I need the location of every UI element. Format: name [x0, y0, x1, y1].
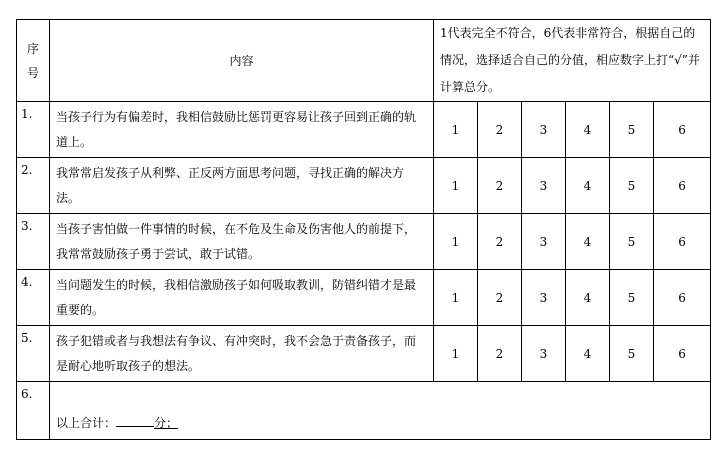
score-option-4[interactable]: 4: [566, 270, 610, 326]
total-row: [17, 382, 711, 440]
item-row: [17, 102, 711, 158]
header-content: 内容: [50, 20, 434, 102]
total-unit: 分；: [154, 416, 179, 430]
score-option-6[interactable]: 6: [654, 326, 711, 382]
score-option-1[interactable]: 1: [434, 158, 478, 214]
score-option-5[interactable]: 5: [610, 270, 654, 326]
score-option-3[interactable]: 3: [522, 326, 566, 382]
header-scale-note: 1代表完全不符合，6代表非常符合，根据自己的情况，选择适合自己的分值，相应数字上打“√”并计算总分。: [434, 20, 711, 102]
header-row: [17, 20, 711, 102]
item-row: [17, 214, 711, 270]
survey-sheet: [16, 19, 711, 440]
item-seq: 4.: [17, 270, 50, 326]
score-option-6[interactable]: 6: [654, 158, 711, 214]
score-option-2[interactable]: 2: [478, 326, 522, 382]
score-option-4[interactable]: 4: [566, 158, 610, 214]
header-seq-line2: 号: [26, 65, 39, 80]
score-option-3[interactable]: 3: [522, 270, 566, 326]
item-seq: 3.: [17, 214, 50, 270]
item-text: 当孩子害怕做一件事情的时候，在不危及生命及伤害他人的前提下，我常常鼓励孩子勇于尝试，敢于试错。: [50, 214, 434, 270]
score-option-1[interactable]: 1: [434, 102, 478, 158]
item-row: [17, 270, 711, 326]
total-seq: 6.: [17, 382, 50, 440]
score-option-1[interactable]: 1: [434, 214, 478, 270]
score-option-2[interactable]: 2: [478, 102, 522, 158]
score-option-4[interactable]: 4: [566, 326, 610, 382]
score-option-4[interactable]: 4: [566, 102, 610, 158]
score-option-6[interactable]: 6: [654, 214, 711, 270]
item-row: [17, 326, 711, 382]
header-seq: [17, 20, 50, 102]
survey-table: [16, 19, 711, 440]
score-option-2[interactable]: 2: [478, 158, 522, 214]
score-option-6[interactable]: 6: [654, 270, 711, 326]
total-label: 以上合计：: [56, 416, 117, 430]
score-option-1[interactable]: 1: [434, 326, 478, 382]
item-text: 孩子犯错或者与我想法有争议、有冲突时，我不会急于责备孩子，而是耐心地听取孩子的想法。: [50, 326, 434, 382]
item-text: 当孩子行为有偏差时，我相信鼓励比惩罚更容易让孩子回到正确的轨道上。: [50, 102, 434, 158]
score-option-3[interactable]: 3: [522, 102, 566, 158]
score-option-5[interactable]: 5: [610, 326, 654, 382]
total-blank-input[interactable]: [116, 412, 154, 427]
score-option-5[interactable]: 5: [610, 158, 654, 214]
score-option-4[interactable]: 4: [566, 214, 610, 270]
item-seq: 2.: [17, 158, 50, 214]
score-option-2[interactable]: 2: [478, 214, 522, 270]
score-option-2[interactable]: 2: [478, 270, 522, 326]
total-cell: [50, 382, 711, 440]
item-row: [17, 158, 711, 214]
item-seq: 1.: [17, 102, 50, 158]
header-seq-line1: 序: [26, 41, 39, 56]
score-option-3[interactable]: 3: [522, 214, 566, 270]
score-option-5[interactable]: 5: [610, 214, 654, 270]
score-option-1[interactable]: 1: [434, 270, 478, 326]
score-option-5[interactable]: 5: [610, 102, 654, 158]
score-option-6[interactable]: 6: [654, 102, 711, 158]
score-option-3[interactable]: 3: [522, 158, 566, 214]
item-seq: 5.: [17, 326, 50, 382]
item-text: 我常常启发孩子从利弊、正反两方面思考问题，寻找正确的解决方法。: [50, 158, 434, 214]
item-text: 当问题发生的时候，我相信激励孩子如何吸取教训，防错纠错才是最重要的。: [50, 270, 434, 326]
